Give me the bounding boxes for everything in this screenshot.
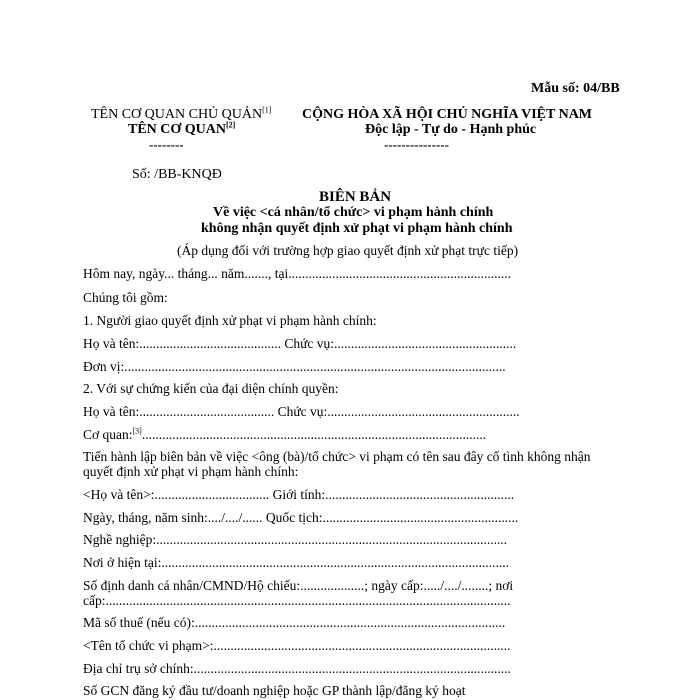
meeting-date-location: Hôm nay, ngày... tháng... năm......., tại.................................................................. xyxy=(83,266,511,281)
violator-id-line-1: Số định danh cá nhân/CMND/Hộ chiếu:...................; ngày cấp:...../..../........; nơi xyxy=(83,578,514,593)
record-statement-line-1: Tiến hành lập biên bản về việc <ông (bà)/tổ chức> vi phạm có tên sau đây cố tình không nhận xyxy=(83,449,591,464)
agency-label: TÊN CƠ QUAN xyxy=(128,122,227,137)
country-name: CỘNG HÒA XÃ HỘI CHỦ NGHĨA VIỆT NAM xyxy=(302,107,593,122)
title-subject-line-2: không nhận quyết định xử phạt vi phạm hành chính xyxy=(201,221,513,236)
record-statement-line-2: quyết định xử phạt vi phạm hành chính: xyxy=(83,464,299,479)
deliverer-unit: Đơn vị:................................................................................................................. xyxy=(83,359,506,374)
section-2-heading: 2. Với sự chứng kiến của đại diện chính quyền: xyxy=(83,381,339,396)
violator-occupation: Nghề nghiệp:........................................................................................................ xyxy=(83,532,508,547)
motto-divider: --------------- xyxy=(384,137,449,152)
witness-name-position: Họ và tên:........................................ Chức vụ:......................................................... xyxy=(83,404,520,419)
agency-name xyxy=(128,122,235,138)
form-code: Mẫu số: 04/BB xyxy=(531,81,620,96)
organization-name: <Tên tổ chức vi phạm>:........................................................................................ xyxy=(83,638,511,653)
agency-parent-label: TÊN CƠ QUAN CHỦ QUẢN xyxy=(91,107,263,122)
violator-name-gender: <Họ và tên>:.................................. Giới tính:........................................................ xyxy=(83,487,515,502)
witness-agency xyxy=(83,427,486,443)
violator-id-line-2: cấp:........................................................................................................................ xyxy=(83,593,511,608)
witness-agency-label: Cơ quan: xyxy=(83,427,133,442)
footnote-1: [1] xyxy=(262,105,272,115)
agency-divider: -------- xyxy=(149,137,184,152)
members-intro: Chúng tôi gồm: xyxy=(83,290,168,305)
title-note: (Áp dụng đối với trường hợp giao quyết định xử phạt trực tiếp) xyxy=(177,243,519,258)
section-1-heading: 1. Người giao quyết định xử phạt vi phạm hành chính: xyxy=(83,313,377,328)
violator-birth-nationality: Ngày, tháng, năm sinh:..../..../...... Quốc tịch:.......................................................... xyxy=(83,510,519,525)
violator-residence: Nơi ở hiện tại:....................................................................................................... xyxy=(83,555,510,570)
witness-agency-dots: ...................................................................................................... xyxy=(141,427,487,442)
footnote-3: [3] xyxy=(132,426,142,436)
organization-address: Địa chỉ trụ sở chính:.............................................................................................. xyxy=(83,661,511,676)
violator-tax-code: Mã số thuế (nếu có):............................................................................................ xyxy=(83,615,506,630)
agency-parent-name xyxy=(91,107,271,123)
deliverer-name-position: Họ và tên:.......................................... Chức vụ:...................................................... xyxy=(83,336,517,351)
organization-registration: Số GCN đăng ký đầu tư/doanh nghiệp hoặc GP thành lập/đăng ký hoạt xyxy=(83,683,466,698)
footnote-2: [2] xyxy=(226,120,236,130)
national-motto: Độc lập - Tự do - Hạnh phúc xyxy=(365,122,537,137)
document-title: BIÊN BẢN xyxy=(319,189,392,205)
title-subject-line-1: Về việc <cá nhân/tổ chức> vi phạm hành chính xyxy=(213,205,494,220)
document-number: Số: /BB-KNQĐ xyxy=(132,167,222,182)
